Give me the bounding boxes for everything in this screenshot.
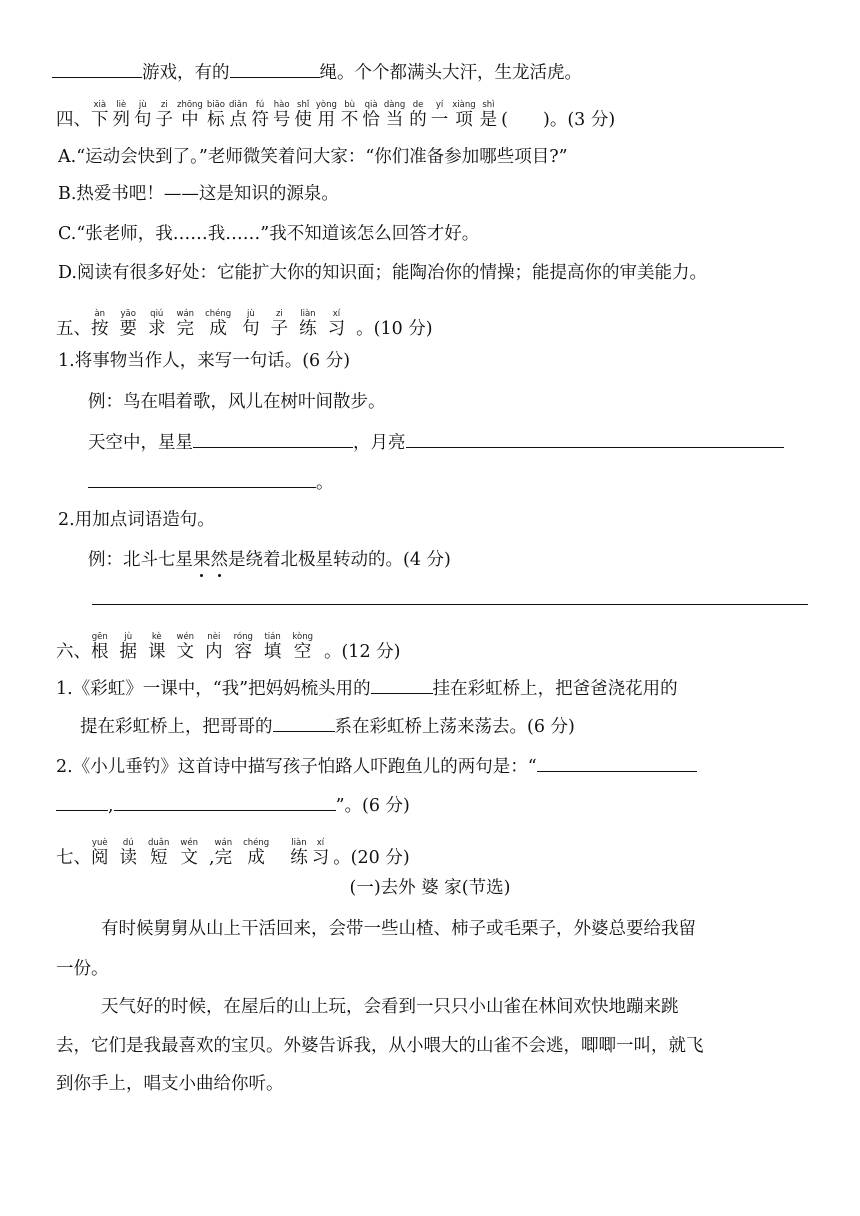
pinyin-char: 下xià <box>91 100 109 130</box>
dotted-word-char: 然 <box>210 550 228 570</box>
pinyin-char: 习xí <box>327 309 346 339</box>
question-6-2 <box>56 752 697 779</box>
fill-line-1 <box>52 58 582 85</box>
pinyin-heading <box>91 100 501 130</box>
section-7-heading <box>56 838 410 870</box>
text: 系在彩虹桥上荡来荡去。(6 分) <box>334 717 575 737</box>
section-points: 。(12 分) <box>323 642 401 662</box>
pinyin-char: 成chéng <box>243 838 270 868</box>
pinyin-char: 不bù <box>340 100 359 130</box>
text: 天空中，星星 <box>88 433 193 453</box>
question-5-2: 2.用加点词语造句。 <box>58 510 215 530</box>
answer-line-5-1 <box>88 428 784 455</box>
text: 。 <box>316 473 334 493</box>
pinyin-char: 标biāo <box>206 100 226 130</box>
pinyin-char: 点diǎn <box>229 100 248 130</box>
pinyin-char: 读dú <box>119 838 137 868</box>
pinyin-char: 列liè <box>112 100 130 130</box>
pinyin-char: 阅yuè <box>91 838 109 868</box>
pinyin-char: 是shì <box>479 100 498 130</box>
pinyin-char: 号hào <box>272 100 291 130</box>
pinyin-char: 根gēn <box>91 632 109 662</box>
pinyin-char: 一yí <box>430 100 449 130</box>
question-6-1-cont <box>80 712 575 739</box>
blank[interactable] <box>88 468 316 488</box>
pinyin-char: 练liàn <box>290 838 308 868</box>
question-6-1 <box>56 674 678 701</box>
pinyin-char: 句jù <box>242 309 260 339</box>
pinyin-heading <box>91 632 324 662</box>
text: ，月亮 <box>353 433 406 453</box>
pinyin-char: 课kè <box>148 632 166 662</box>
text: ”。(6 分) <box>335 796 410 816</box>
pinyin-char: 按àn <box>91 309 109 339</box>
pinyin-heading <box>214 838 281 868</box>
blank[interactable] <box>371 674 433 694</box>
pinyin-char: 成chéng <box>205 309 232 339</box>
blank[interactable] <box>56 791 108 811</box>
passage-line: 一份。 <box>56 959 109 979</box>
section-points: 。(10 分) <box>356 319 433 339</box>
blank[interactable] <box>230 58 320 78</box>
pinyin-char: 恰qià <box>362 100 380 130</box>
pinyin-char: 文wén <box>176 632 195 662</box>
pinyin-char: 文wén <box>180 838 198 868</box>
pinyin-char: 完wán <box>214 838 233 868</box>
pinyin-char: 内nèi <box>205 632 223 662</box>
blank[interactable] <box>406 428 784 448</box>
pinyin-heading <box>91 838 209 868</box>
text: 绳。个个都满头大汗，生龙活虎。 <box>319 63 582 83</box>
section-4-heading <box>56 100 615 132</box>
answer-line-5-2[interactable] <box>92 604 808 605</box>
text: , <box>208 848 215 868</box>
blank[interactable] <box>114 791 336 811</box>
pinyin-char: 求qiú <box>148 309 166 339</box>
section-points: ( )。(3 分) <box>501 110 616 130</box>
pinyin-char: 子zi <box>270 309 289 339</box>
question-5-1: 1.将事物当作人，来写一句话。(6 分) <box>58 351 351 371</box>
blank[interactable] <box>273 712 335 732</box>
passage-line: 去，它们是我最喜欢的宝贝。外婆告诉我，从小喂大的山雀不会逃，唧唧一叫，就飞 <box>56 1036 704 1056</box>
section-number: 六、 <box>56 642 91 662</box>
passage-line: 有时候舅舅从山上干活回来，会带一些山楂、柿子或毛栗子，外婆总要给我留 <box>101 919 696 939</box>
pinyin-char: 当dàng <box>383 100 406 130</box>
pinyin-char: 的de <box>409 100 427 130</box>
text: 挂在彩虹桥上，把爸爸浇花用的 <box>432 679 678 699</box>
pinyin-char: 习xí <box>311 838 330 868</box>
section-points: 。(20 分) <box>333 848 410 868</box>
text: 2.《小儿垂钓》这首诗中描写孩子怕路人吓跑鱼儿的两句是：“ <box>56 757 537 777</box>
section-6-heading <box>56 632 400 664</box>
section-number: 五、 <box>56 319 91 339</box>
blank[interactable] <box>193 428 353 448</box>
pinyin-char: 使shǐ <box>294 100 312 130</box>
pinyin-char: 句jù <box>134 100 152 130</box>
option-b: B.热爱书吧！——这是知识的源泉。 <box>58 184 339 204</box>
text: 提在彩虹桥上，把哥哥的 <box>80 717 273 737</box>
pinyin-char: 短duǎn <box>148 838 170 868</box>
blank[interactable] <box>537 752 697 772</box>
example-5-1: 例：鸟在唱着歌，风儿在树叶间散步。 <box>88 392 386 412</box>
text: , <box>108 796 114 816</box>
passage-title: (一)去外 婆 家(节选) <box>349 878 511 898</box>
pinyin-char: 练liàn <box>299 309 317 339</box>
question-6-2-cont <box>56 791 410 818</box>
answer-line-5-1b <box>88 468 334 495</box>
option-a: A.“运动会快到了。”老师微笑着问大家：“你们准备参加哪些项目?” <box>58 147 568 167</box>
pinyin-char: 用yòng <box>315 100 337 130</box>
pinyin-char: 据jù <box>119 632 137 662</box>
example-5-2 <box>88 548 451 572</box>
pinyin-char: 项xiàng <box>452 100 476 130</box>
text: 游戏，有的 <box>142 63 230 83</box>
pinyin-char: 中zhōng <box>177 100 203 130</box>
pinyin-char: 完wán <box>176 309 195 339</box>
text: 例：北斗七星 <box>88 550 193 570</box>
text: 是绕着北极星转动的。(4 分) <box>228 550 451 570</box>
blank[interactable] <box>52 58 142 78</box>
passage-line: 到你手上，唱支小曲给你听。 <box>56 1074 284 1094</box>
pinyin-char: 填tián <box>263 632 282 662</box>
pinyin-char: 容róng <box>233 632 253 662</box>
pinyin-heading <box>91 309 356 339</box>
pinyin-heading <box>290 838 333 868</box>
pinyin-char: 要yāo <box>119 309 137 339</box>
dotted-word-char: 果 <box>193 550 211 570</box>
option-c: C.“张老师，我……我……”我不知道该怎么回答才好。 <box>58 224 480 244</box>
option-d: D.阅读有很多好处：它能扩大你的知识面；能陶冶你的情操；能提高你的审美能力。 <box>58 263 707 283</box>
section-number: 七、 <box>56 848 91 868</box>
pinyin-char: 空kòng <box>292 632 313 662</box>
text: 1.《彩虹》一课中，“我”把妈妈梳头用的 <box>56 679 371 699</box>
passage-line: 天气好的时候，在屋后的山上玩，会看到一只只小山雀在林间欢快地蹦来跳 <box>101 997 679 1017</box>
section-number: 四、 <box>56 110 91 130</box>
pinyin-char: 符fú <box>251 100 269 130</box>
section-5-heading <box>56 309 433 341</box>
pinyin-char: 子zi <box>155 100 173 130</box>
